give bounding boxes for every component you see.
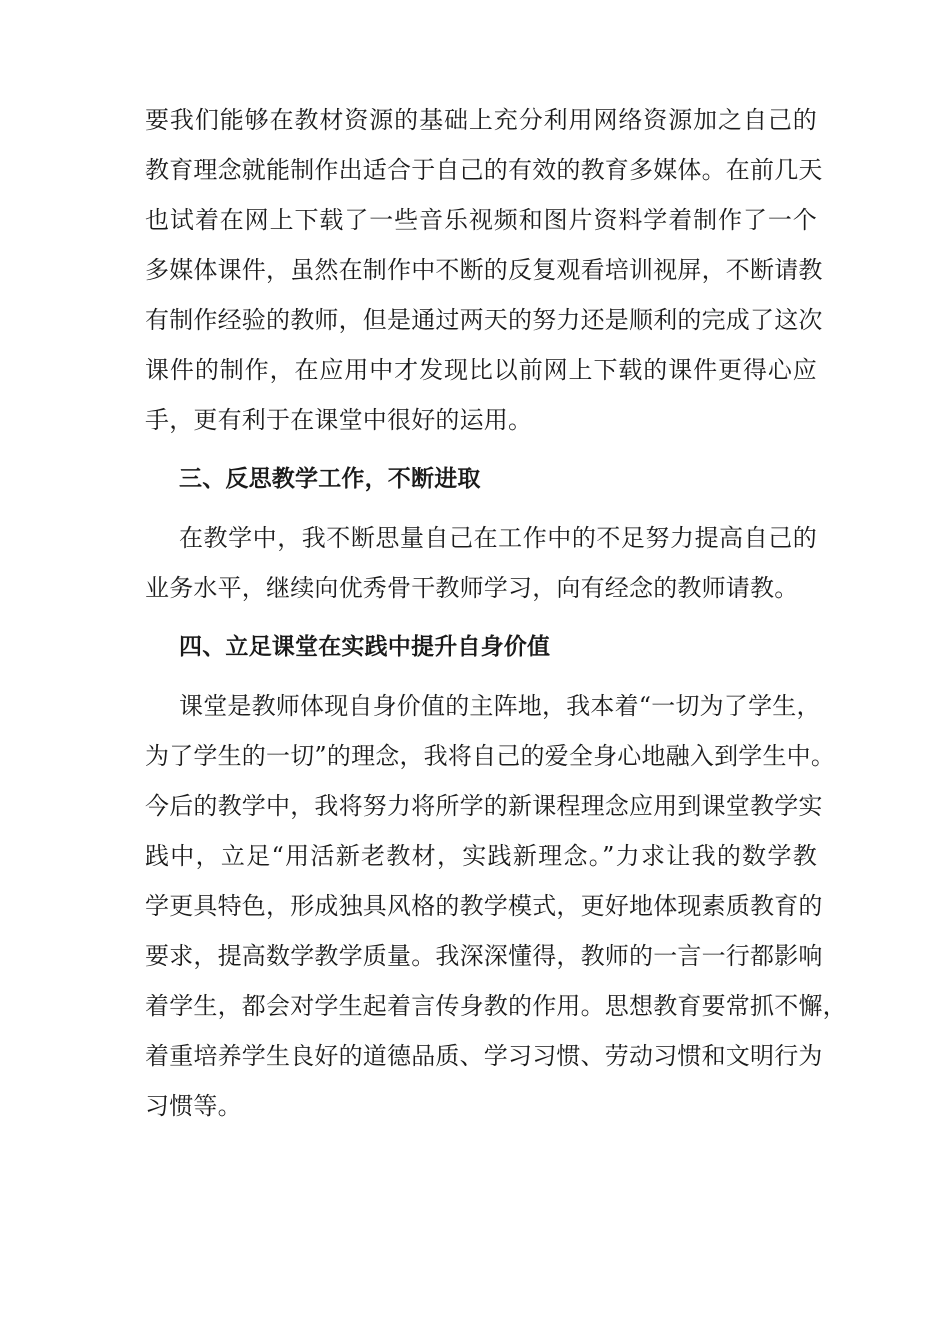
paragraph-line: 多媒体课件，虽然在制作中不断的反复观看培训视屏，不断请教 bbox=[145, 256, 823, 284]
paragraph-line: 手，更有利于在课堂中很好的运用。 bbox=[145, 406, 533, 434]
paragraph-line: 要我们能够在教材资源的基础上充分利用网络资源加之自己的 bbox=[145, 106, 817, 134]
paragraph-line: 学更具特色，形成独具风格的教学模式，更好地体现素质教育的 bbox=[145, 892, 823, 920]
paragraph-line: 今后的教学中，我将努力将所学的新课程理念应用到课堂教学实 bbox=[145, 792, 823, 820]
section3-heading: 三、反思教学工作，不断进取 bbox=[179, 466, 481, 492]
paragraph-line: 课件的制作，在应用中才发现比以前网上下载的课件更得心应 bbox=[145, 356, 817, 384]
paragraph-continuation bbox=[145, 95, 823, 445]
paragraph-line: 业务水平，继续向优秀骨干教师学习，向有经念的教师请教。 bbox=[145, 574, 799, 602]
paragraph-line: 教育理念就能制作出适合于自己的有效的教育多媒体。在前几天 bbox=[145, 156, 823, 184]
paragraph-line: 也试着在网上下载了一些音乐视频和图片资料学着制作了一个 bbox=[145, 206, 817, 234]
section4-paragraph bbox=[145, 681, 847, 1131]
paragraph-line: 有制作经验的教师，但是通过两天的努力还是顺利的完成了这次 bbox=[145, 306, 823, 334]
section-heading bbox=[145, 622, 817, 672]
section4-heading: 四、立足课堂在实践中提升自身价值 bbox=[179, 634, 551, 660]
paragraph-line: 着重培养学生良好的道德品质、学习习惯、劳动习惯和文明行为 bbox=[145, 1042, 823, 1070]
section-heading bbox=[145, 454, 817, 504]
section3-paragraph bbox=[145, 513, 817, 613]
paragraph-line: 着学生，都会对学生起着言传身教的作用。思想教育要常抓不懈， bbox=[145, 992, 847, 1020]
paragraph-line: 在教学中，我不断思量自己在工作中的不足努力提高自己的 bbox=[179, 524, 817, 552]
paragraph-line: 习惯等。 bbox=[145, 1092, 242, 1120]
paragraph-line: 课堂是教师体现自身价值的主阵地，我本着“一切为了学生， bbox=[179, 692, 821, 720]
paragraph-line: 为了学生的一切”的理念，我将自己的爱全身心地融入到学生中。 bbox=[145, 742, 836, 770]
paragraph-line: 要求，提高数学教学质量。我深深懂得，教师的一言一行都影响 bbox=[145, 942, 823, 970]
paragraph-line: 践中，立足“用活新老教材，实践新理念。”力求让我的数学教 bbox=[145, 842, 817, 870]
